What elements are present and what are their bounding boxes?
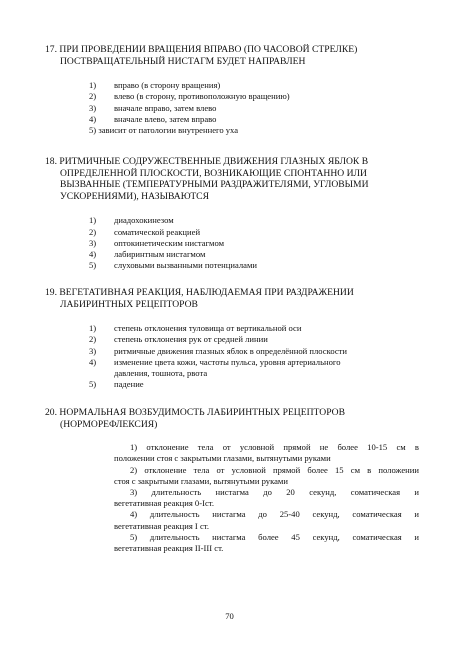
option-text: вправо (в сторону вращения) [114,80,221,91]
option-number: 4) [130,509,138,520]
question-title-line: ОПРЕДЕЛЕННОЙ ПЛОСКОСТИ, ВОЗНИКАЮЩИЕ СПОНТАННО ИЛИ [60,167,367,179]
answer-option[interactable] [89,227,423,238]
option-text: длительность нистагма до 20 секунд, соматическая и [151,487,419,497]
option-number: 3) [89,102,97,113]
option-text-continuation: вегетативная реакция II-III ст. [114,543,224,554]
option-number: 3) [89,237,97,248]
answer-option[interactable] [89,379,423,390]
answer-option[interactable] [89,357,423,379]
option-text: слуховыми вызванными потенциалами [114,260,258,271]
answer-option[interactable] [89,249,423,260]
option-number: 2) [89,334,97,345]
option-number: 1) [89,80,97,91]
answer-option[interactable] [89,114,423,125]
option-number: 3) [130,487,138,497]
answer-option[interactable] [89,532,419,554]
question-title-line: ПРИ ПРОВЕДЕНИИ ВРАЩЕНИЯ ВПРАВО (ПО ЧАСОВОЙ СТРЕЛКЕ) [59,44,358,55]
option-text: изменение цвета кожи, частоты пульса, уровня артериального [114,356,341,367]
option-text-continuation: положении стоя с закрытыми глазами, вытянутыми руками [114,453,331,464]
option-number: 4) [89,248,97,259]
answer-option[interactable] [89,103,423,114]
option-text-continuation: давления, тошнота, рвота [114,368,208,378]
option-text: диадохокинезом [114,215,174,226]
question-title-line: ПОСТВРАЩАТЕЛЬНЫЙ НИСТАГМ БУДЕТ НАПРАВЛЕН [60,55,306,67]
option-text: длительность нистагма до 25-40 секунд, соматическая и [149,509,419,520]
answer-option[interactable] [89,260,423,271]
option-text: зависит от патологии внутреннего уха [98,125,239,135]
answer-option[interactable] [89,238,423,249]
question-18 [45,156,423,271]
option-number: 1) [89,323,97,334]
option-text-continuation: вегетативная реакция I ст. [114,520,210,531]
option-text: вначале влево, затем вправо [114,113,217,124]
question-number: 19. [45,287,57,298]
option-number: 5) [89,125,97,135]
answer-option[interactable] [89,91,423,102]
question-19 [45,287,423,390]
question-title-line: ЛАБИРИНТНЫХ РЕЦЕПТОРОВ [60,298,198,310]
question-title [45,407,423,430]
option-number: 3) [89,345,97,356]
question-title-line: ВЫЗВАННЫЕ (ТЕМПЕРАТУРНЫМИ РАЗДРАЖИТЕЛЯМИ, УГЛОВЫМИ [60,179,369,191]
option-text: отклонение тела от условной прямой более 15 см в положении [144,464,419,475]
option-number: 1) [130,442,138,453]
question-title-line: (НОРМОРЕФЛЕКСИЯ) [60,418,158,430]
option-text-continuation: стоя с закрытыми глазами, вытянутыми руками [114,475,288,486]
option-text: ритмичные движения глазных яблок в определённой плоскости [114,345,347,356]
option-number: 1) [89,215,97,226]
answer-list [89,442,419,554]
answer-list [89,80,423,136]
option-number: 2) [130,464,138,475]
option-text: длительность нистагма более 45 секунд, соматическая и [149,531,419,542]
answer-option[interactable] [89,215,423,226]
question-number: 18. [45,156,57,167]
option-number: 5) [130,531,138,542]
question-title-line: РИТМИЧНЫЕ СОДРУЖЕСТВЕННЫЕ ДВИЖЕНИЯ ГЛАЗНЫХ ЯБЛОК В [59,156,369,167]
option-number: 4) [89,356,97,367]
question-17 [45,44,423,136]
answer-option[interactable] [89,442,419,464]
option-text: влево (в сторону, противоположную вращению) [114,91,290,102]
question-20 [45,407,423,554]
question-number: 20. [45,407,57,418]
option-text: оптокинетическим нистагмом [114,237,225,248]
question-title [45,287,423,310]
answer-option[interactable] [89,346,423,357]
answer-option[interactable] [89,465,419,487]
option-text: падение [114,379,144,390]
page-number: 70 [225,611,234,621]
option-number: 5) [89,260,97,271]
option-text: лабиринтным нистагмом [114,248,206,259]
question-number: 17. [45,44,57,55]
question-title-line: УСКОРЕНИЯМИ), НАЗЫВАЮТСЯ [60,190,209,202]
option-text: степень отклонения туловища от вертикальной оси [114,323,302,334]
answer-option[interactable] [89,487,419,509]
question-title [45,156,423,202]
question-title-line: НОРМАЛЬНАЯ ВОЗБУДИМОСТЬ ЛАБИРИНТНЫХ РЕЦЕПТОРОВ [59,407,345,418]
option-text-continuation: вегетативная реакция 0-Iст. [114,498,215,509]
option-text: отклонение тела от условной прямой не более 10-15 см в [146,442,419,453]
answer-list [89,323,423,390]
option-number: 4) [89,113,97,124]
option-text: вначале вправо, затем влево [114,102,217,113]
option-text: соматической реакцией [114,226,201,237]
option-number: 5) [89,379,97,390]
option-number: 2) [89,226,97,237]
answer-option[interactable] [89,323,423,334]
answer-option[interactable] [89,509,419,531]
answer-option[interactable] [89,334,423,345]
answer-option[interactable] [89,80,423,91]
option-text: степень отклонения рук от средней линии [114,334,268,345]
answer-option[interactable] [89,125,423,136]
answer-list [89,215,423,271]
question-title [45,44,423,67]
question-title-line: ВЕГЕТАТИВНАЯ РЕАКЦИЯ, НАБЛЮДАЕМАЯ ПРИ РАЗДРАЖЕНИИ [59,287,354,298]
option-number: 2) [89,91,97,102]
